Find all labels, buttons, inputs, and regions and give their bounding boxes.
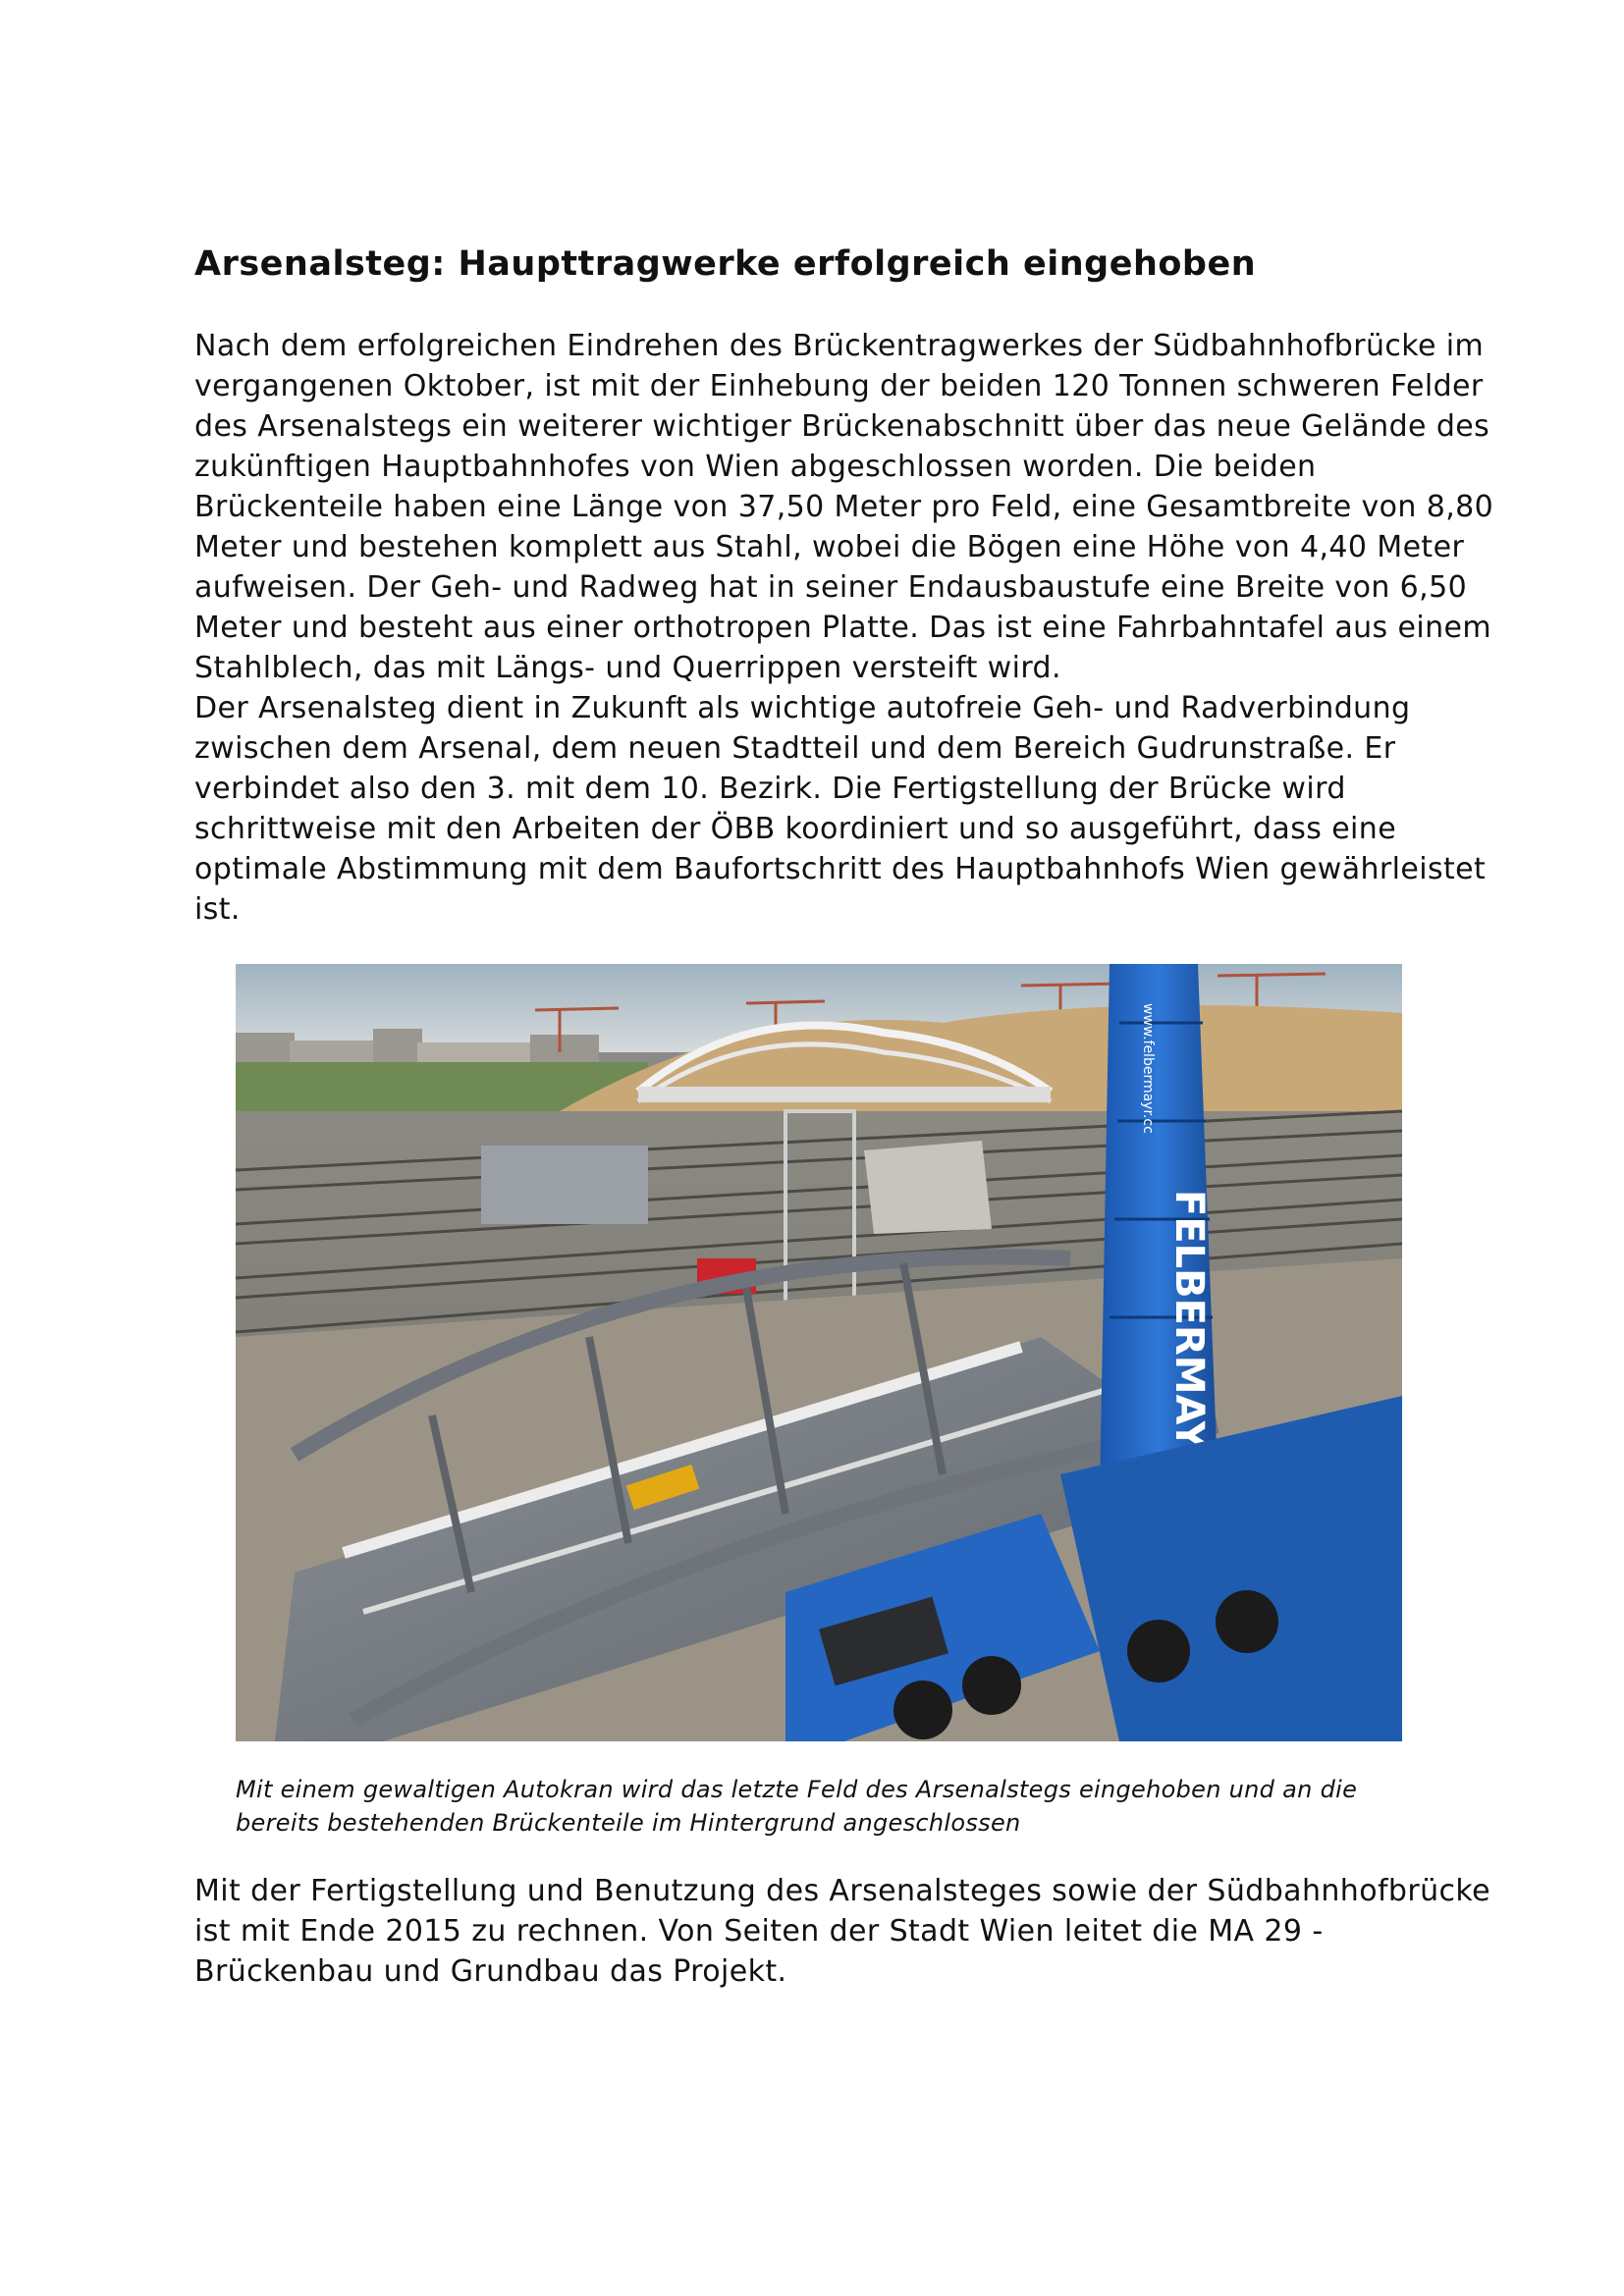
text-line: aufweisen. Der Geh- und Radweg hat in seiner Endausbaustufe eine Breite von 6,50 [194,570,1468,605]
caption-line: Mit einem gewaltigen Autokran wird das letzte Feld des Arsenalstegs eingehoben und an die [236,1776,1358,1803]
text-line: optimale Abstimmung mit dem Baufortschritt des Hauptbahnhofs Wien gewährleistet [194,852,1487,886]
text-line: Stahlblech, das mit Längs- und Querrippen versteift wird. [194,651,1061,685]
text-line: des Arsenalstegs ein weiterer wichtiger Brückenabschnitt über das neue Gelände des [194,409,1490,444]
concrete-pier [864,1141,992,1234]
text-line: schrittweise mit den Arbeiten der ÖBB koordiniert und so ausgeführt, dass eine [194,812,1397,846]
crane-url-lettering: www.felbermayr.cc [1140,1003,1156,1134]
caption-line: bereits bestehenden Brückenteile im Hintergrund angeschlossen [236,1809,1021,1837]
article-title: Arsenalsteg: Haupttragwerke erfolgreich eingehoben [194,244,1257,284]
text-line: Der Arsenalsteg dient in Zukunft als wichtige autofreie Geh- und Radverbindung [194,691,1411,725]
text-line: ist. [194,892,241,927]
text-line: Meter und besteht aus einer orthotropen Platte. Das ist eine Fahrbahntafel aus einem [194,611,1492,645]
text-line: Nach dem erfolgreichen Eindrehen des Brückentragwerkes der Südbahnhofbrücke im [194,329,1485,363]
text-line: zwischen dem Arsenal, dem neuen Stadtteil und dem Bereich Gudrunstraße. Er [194,731,1396,766]
site-container [481,1146,648,1224]
text-line: zukünftigen Hauptbahnhofes von Wien abgeschlossen worden. Die beiden [194,450,1317,484]
article-paragraph-2 [194,1871,1490,1992]
text-line: Brückenteile haben eine Länge von 37,50 Meter pro Feld, eine Gesamtbreite von 8,80 [194,490,1494,524]
text-line: Mit der Fertigstellung und Benutzung des Arsenalsteges sowie der Südbahnhofbrücke [194,1874,1490,1908]
text-line: ist mit Ende 2015 zu rechnen. Von Seiten der Stadt Wien leitet die MA 29 - [194,1914,1324,1949]
text-line: Brückenbau und Grundbau das Projekt. [194,1954,787,1989]
text-line: vergangenen Oktober, ist mit der Einhebung der beiden 120 Tonnen schweren Felder [194,369,1484,403]
article-paragraph-1 [194,326,1494,930]
construction-photo-illustration [236,964,1402,1741]
crane-lettering: FELBERMAYR [1166,1190,1212,1480]
text-line: verbindet also den 3. mit dem 10. Bezirk. Die Fertigstellung der Brücke wird [194,772,1346,806]
construction-photo [236,964,1402,1741]
photo-caption [236,1773,1434,1840]
text-line: Meter und bestehen komplett aus Stahl, wobei die Bögen eine Höhe von 4,40 Meter [194,530,1465,564]
